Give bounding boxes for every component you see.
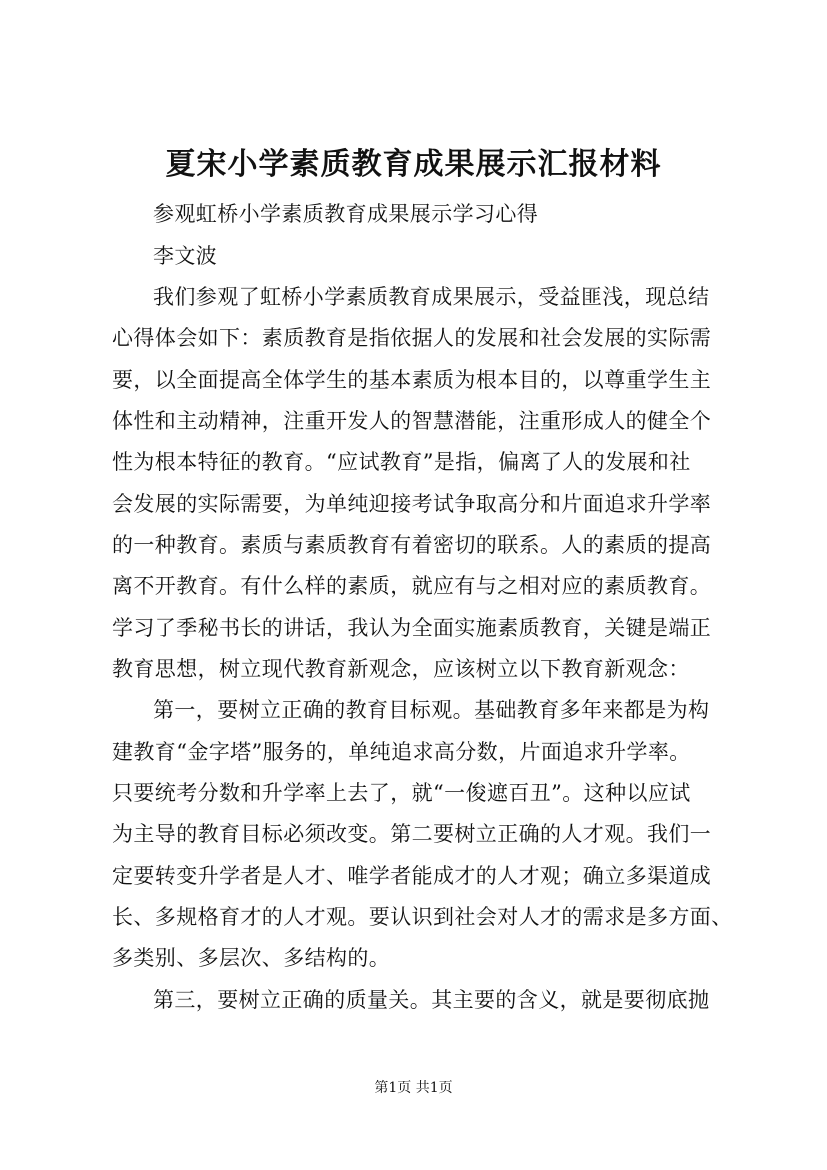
- paragraph-line: 教育思想，树立现代教育新观念，应该树立以下教育新观念：: [112, 657, 690, 681]
- paragraph-line: 体性和主动精神，注重开发人的智慧潜能，注重形成人的健全个: [112, 409, 712, 433]
- paragraph-line: 多类别、多层次、多结构的。: [112, 946, 391, 970]
- paragraph-line: 性为根本特征的教育。“应试教育”是指，偏离了人的发展和社: [112, 450, 691, 474]
- paragraph-line: 会发展的实际需要，为单纯迎接考试争取高分和片面追求升学率: [112, 492, 712, 516]
- paragraph-line: 心得体会如下：素质教育是指依据人的发展和社会发展的实际需: [112, 326, 712, 350]
- paragraph-line: 第三，要树立正确的质量关。其主要的含义，就是要彻底抛: [153, 988, 710, 1012]
- paragraph-line: 学习了季秘书长的讲话，我认为全面实施素质教育，关键是端正: [112, 616, 712, 640]
- paragraph-line: 为主导的教育目标必须改变。第二要树立正确的人才观。我们一: [112, 822, 712, 846]
- paragraph-line: 离不开教育。有什么样的素质，就应有与之相对应的素质教育。: [112, 574, 712, 598]
- paragraph-line: 建教育“金字塔”服务的，单纯追求高分数，片面追求升学率。: [112, 740, 691, 764]
- paragraph-line: 的一种教育。素质与素质教育有着密切的联系。人的素质的提高: [112, 533, 712, 557]
- author-name: 李文波: [153, 244, 218, 268]
- paragraph-line: 只要统考分数和升学率上去了，就“一俊遮百丑”。这种以应试: [112, 781, 691, 805]
- page-number-footer: 第1页 共1页: [374, 1080, 453, 1096]
- paragraph-line: 要，以全面提高全体学生的基本素质为根本目的，以尊重学生主: [112, 368, 712, 392]
- paragraph-line: 我们参观了虹桥小学素质教育成果展示，受益匪浅，现总结: [153, 285, 710, 309]
- subtitle: 参观虹桥小学素质教育成果展示学习心得: [153, 202, 539, 226]
- document-title: 夏宋小学素质教育成果展示汇报材料: [165, 147, 662, 182]
- paragraph-line: 定要转变升学者是人才、唯学者能成才的人才观；确立多渠道成: [112, 864, 712, 888]
- paragraph-line: 长、多规格育才的人才观。要认识到社会对人才的需求是多方面、: [112, 905, 733, 929]
- paragraph-line: 第一，要树立正确的教育目标观。基础教育多年来都是为构: [153, 698, 710, 722]
